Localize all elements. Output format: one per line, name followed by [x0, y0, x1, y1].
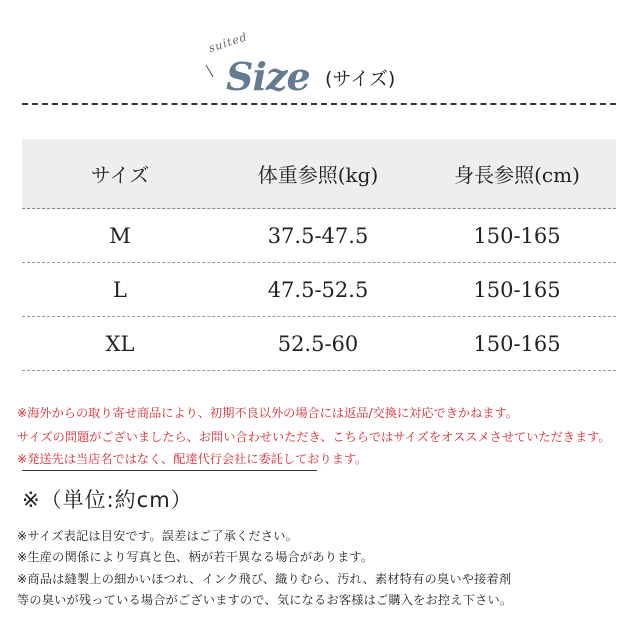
red-note: ※海外からの取り寄せ商品により、初期不良以外の場合には返品/交換に対応できかねます。 [17, 406, 518, 420]
note-line: ※サイズ表記は目安です。誤差はご了承ください。 [17, 529, 298, 543]
header-divider [22, 103, 616, 105]
table-row [22, 263, 616, 317]
note-line: 等の臭いが残っている場合がございますので、気になるお客様はご購入をお控え下さい。 [17, 593, 513, 607]
script-word: suited [206, 30, 250, 55]
table-header-row [22, 139, 616, 209]
red-note: ※発送先は当店名ではなく、配達代行会社に委託しております。 [17, 452, 368, 466]
header-height: 身長参照(cm) [454, 163, 580, 187]
unit-divider [22, 470, 317, 471]
table-row [22, 317, 616, 371]
cell-height: 150-165 [473, 277, 561, 302]
cell-weight: 37.5-47.5 [267, 223, 369, 248]
header-weight: 体重参照(kg) [257, 163, 379, 187]
page-subtitle: (サイズ) [325, 68, 396, 90]
unit-label: ※（単位:約cm） [22, 488, 193, 512]
header-size: サイズ [90, 163, 150, 187]
cell-size: M [109, 223, 131, 248]
table-row [22, 209, 616, 263]
note-line: ※商品は縫製上の細かいほつれ、インク飛び、織りむら、汚れ、素材特有の臭いや接着剤 [17, 572, 512, 586]
cell-weight: 47.5-52.5 [267, 277, 369, 302]
cell-height: 150-165 [473, 223, 561, 248]
decorative-tick [206, 65, 214, 78]
note-line: ※生産の関係により写真と色、柄が若干異なる場合があります。 [17, 550, 374, 564]
header [0, 24, 640, 104]
page-title: Size [226, 54, 310, 99]
cell-height: 150-165 [473, 331, 561, 356]
cell-size: L [113, 277, 127, 302]
cell-size: XL [105, 331, 135, 356]
cell-weight: 52.5-60 [277, 331, 359, 356]
size-table [22, 139, 616, 371]
red-note: サイズの問題がございましたら、お問い合わせいただき、こちらではサイズをオススメさせていただきます。 [17, 430, 611, 444]
